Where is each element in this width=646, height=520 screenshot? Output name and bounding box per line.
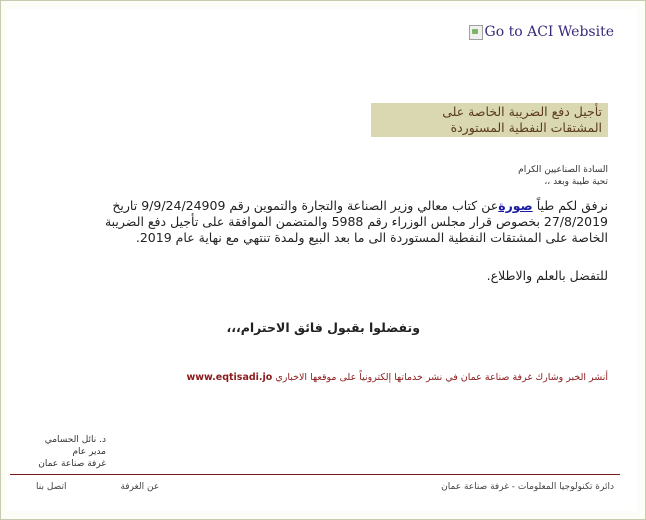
article-title [371, 103, 608, 137]
salutation [518, 164, 608, 188]
logo-alt-text: Go to ACI Website [484, 24, 614, 40]
article-title-line1: تأجيل دفع الضريبة الخاصة على [442, 104, 602, 119]
signature-name: د. نائل الحسامي [44, 435, 106, 445]
salutation-line2: تحية طيبة وبعد ،، [544, 177, 608, 187]
salutation-line1: السادة الصناعيين الكرام [518, 165, 608, 175]
contact-link[interactable]: اتصل بنا [36, 482, 67, 492]
promo-text: أنشر الخبر وشارك غرفة صناعة عمان في نشر خدماتها إلكترونياً على موقعها الاخباري [275, 372, 608, 383]
body-main: عن كتاب معالي وزير الصناعة والتجارة والتموين رقم 9/9/24/24909 تاريخ 27/8/2019 بخصوص قرار مجلس الوزراء رقم 5988 والمتضمن الموافقة على تأجيل دفع الضريبة الخاصة على المشتقات النفطية المستوردة الى ما بعد البيع ولمدة تنتهي مع نهاية عام 2019. [104, 198, 608, 245]
signature-block [24, 434, 106, 470]
signature-role: مدير عام [72, 447, 106, 457]
footer-department: دائرة تكنولوجيا المعلومات - غرفة صناعة عمان [441, 482, 614, 492]
broken-image-icon [469, 25, 483, 40]
about-link[interactable]: عن الغرفة [120, 482, 160, 492]
article-body [88, 198, 608, 246]
aci-logo-link[interactable] [469, 24, 614, 40]
body-intro: نرفق لكم طياً [536, 198, 608, 213]
closing-regards: وتفضلوا بقبول فائق الاحترام،،، [226, 320, 420, 335]
closing-note: للتفضل بالعلم والاطلاع. [486, 268, 608, 283]
article-title-line2: المشتقات النفطية المستوردة [450, 120, 602, 135]
image-link[interactable]: صورة [498, 198, 533, 213]
footer-links [36, 482, 159, 492]
promo-line [186, 372, 608, 383]
footer-divider [10, 474, 620, 475]
promo-site: www.eqtisadi.jo [186, 372, 273, 383]
signature-org: غرفة صناعة عمان [38, 459, 106, 469]
